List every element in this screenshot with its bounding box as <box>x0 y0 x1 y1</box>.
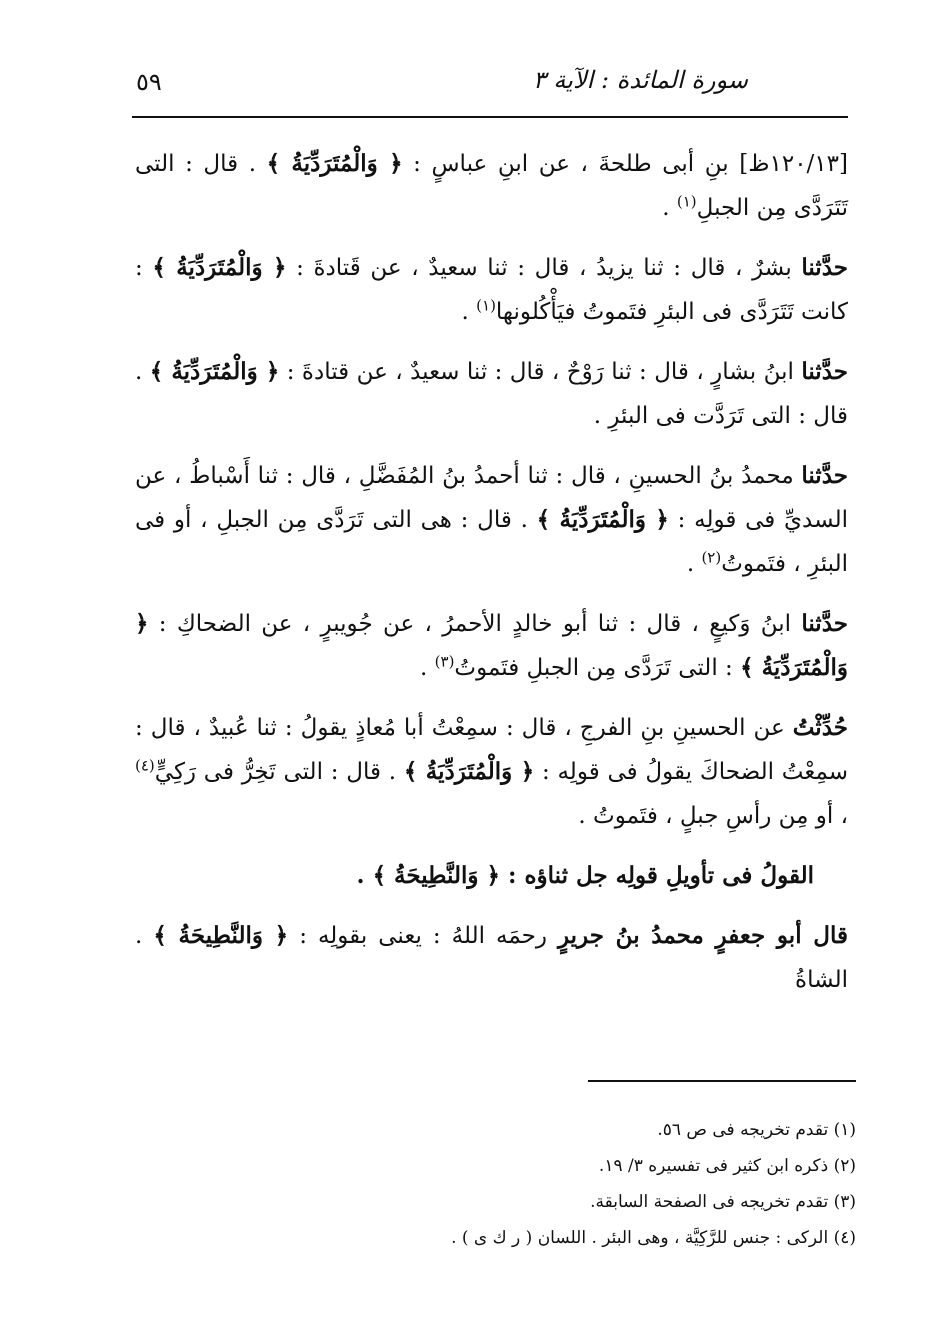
quran-quote: ﴿ وَالنَّطِيحَةُ ﴾ <box>153 922 289 949</box>
footnote: (١) تقدم تخريجه فى ص ٥٦. <box>657 1120 856 1140</box>
heading-end: . <box>356 862 373 889</box>
heading-text: القولُ فى تأويلِ قولِه جل ثناؤه : <box>499 862 814 889</box>
footnote: (٤) الركى : جنس للرَّكِيَّة ، وهى البئر . اللسان ( ر ك ى ) . <box>451 1228 856 1248</box>
paragraph-text: ابنُ وَكيعٍ ، قال : ثنا أبو خالدٍ الأحمرُ ، عن جُويبرٍ ، عن الضحاكِ : <box>148 611 802 637</box>
footnotes <box>300 1112 856 1256</box>
quran-quote: ﴿ وَالْمُتَرَدِّيَةُ ﴾ <box>403 758 535 785</box>
quran-quote: ﴿ وَالْمُتَرَدِّيَةُ ﴾ <box>152 254 287 281</box>
paragraph-lead: حدَّثنا <box>801 462 848 489</box>
paragraph-text: عن الحسينِ بنِ الفرجِ ، قال : سمِعْتُ أبا مُعاذٍ يقولُ : ثنا عُبيدٌ ، قال : سمِعْتُ الضحاكَ يقولُ فى قولِه : <box>135 715 849 785</box>
paragraph-5 <box>135 602 848 690</box>
paragraph-4 <box>135 454 848 586</box>
footnote-ref[interactable]: (٤) <box>135 756 155 775</box>
paragraph-end: . <box>461 299 477 325</box>
header-rule <box>132 116 848 118</box>
main-text <box>135 142 848 1018</box>
quran-quote: ﴿ وَالْمُتَرَدِّيَةُ ﴾ <box>266 150 403 177</box>
paragraph-text: . قال : التى تَتَرَدَّى مِن الجبلِ <box>135 151 848 221</box>
paragraph-text: رحمَه اللهُ : يعنى بقولِه : <box>288 923 558 949</box>
paragraph-text: . قال : التى تَخِرُّ فى رَكِيٍّ <box>154 759 404 785</box>
paragraph-text: ابنُ بشارٍ ، قال : ثنا رَوْحٌ ، قال : ثنا سعيدٌ ، عن قتادةَ : <box>279 359 802 385</box>
page-number: ٥٩ <box>136 68 162 96</box>
quran-quote: ﴿ وَالْمُتَرَدِّيَةُ ﴾ <box>536 506 669 533</box>
paragraph-6 <box>135 706 848 838</box>
paragraph-text: [١٢٠/١٣ظ] بنِ أبى طلحةَ ، عن ابنِ عباسٍ : <box>402 151 849 177</box>
paragraph-1 <box>135 142 848 230</box>
paragraph-end: ، أو مِن رأسِ جبلٍ ، فتَموتُ . <box>578 803 848 829</box>
quran-quote: ﴿ وَالْمُتَرَدِّيَةُ ﴾ <box>149 358 280 385</box>
page-header <box>130 62 848 106</box>
paragraph-text: بشرٌ ، قال : ثنا يزيدُ ، قال : ثنا سعيدٌ ، عن قَتادةَ : <box>286 255 802 281</box>
paragraph-lead: حدَّثنا <box>801 254 848 281</box>
quran-quote: ﴿ وَالْمُتَرَدِّيَةُ ﴾ <box>135 610 848 681</box>
paragraph-lead: حدَّثنا <box>801 610 848 637</box>
paragraph-end: . <box>686 551 702 577</box>
paragraph-text: . قال : التى تَرَدَّت فى البئرِ . <box>135 359 848 429</box>
footnote: (٢) ذكره ابن كثير فى تفسيره ٣/ ١٩. <box>598 1156 856 1176</box>
footnote-ref[interactable]: (٣) <box>434 652 455 671</box>
paragraph-text: . الشاةُ <box>135 923 848 993</box>
paragraph-end: . <box>420 655 435 681</box>
footnote-ref[interactable]: (١) <box>476 296 496 315</box>
paragraph-text: . قال : هى التى تَرَدَّى مِن الجبلِ ، أو فى البئرِ ، فتَموتُ <box>135 507 848 577</box>
paragraph-text: : كانت تَتَرَدَّى فى البئرِ فتَموتُ فيَأْكُلونها <box>135 255 848 325</box>
paragraph-end: . <box>662 195 677 221</box>
paragraph-2 <box>135 246 848 334</box>
footnote-rule <box>588 1080 856 1082</box>
footnote-ref[interactable]: (١) <box>676 192 697 211</box>
section-heading <box>135 854 848 898</box>
paragraph-3 <box>135 350 848 438</box>
footnote-ref[interactable]: (٢) <box>701 548 722 567</box>
paragraph-lead: حدَّثنا <box>801 358 848 385</box>
running-title: سورة المائدة : الآية ٣ <box>532 66 748 94</box>
closing-paragraph <box>135 914 848 1002</box>
paragraph-text: : التى تَرَدَّى مِن الجبلِ فتَموتُ <box>454 655 741 681</box>
paragraph-lead: قال أبو جعفرٍ محمدُ بنُ جريرٍ <box>557 922 849 949</box>
paragraph-lead: حُدِّثْتُ <box>792 714 848 741</box>
footnote: (٣) تقدم تخريجه فى الصفحة السابقة. <box>590 1192 856 1212</box>
paragraph-text: محمدُ بنُ الحسينِ ، قال : ثنا أحمدُ بنُ المُفَضَّلِ ، قال : ثنا أَسْباطُ ، عن السديِّ فى قولِه : <box>135 463 848 533</box>
quran-quote: ﴿ وَالنَّطِيحَةُ ﴾ <box>372 862 500 889</box>
